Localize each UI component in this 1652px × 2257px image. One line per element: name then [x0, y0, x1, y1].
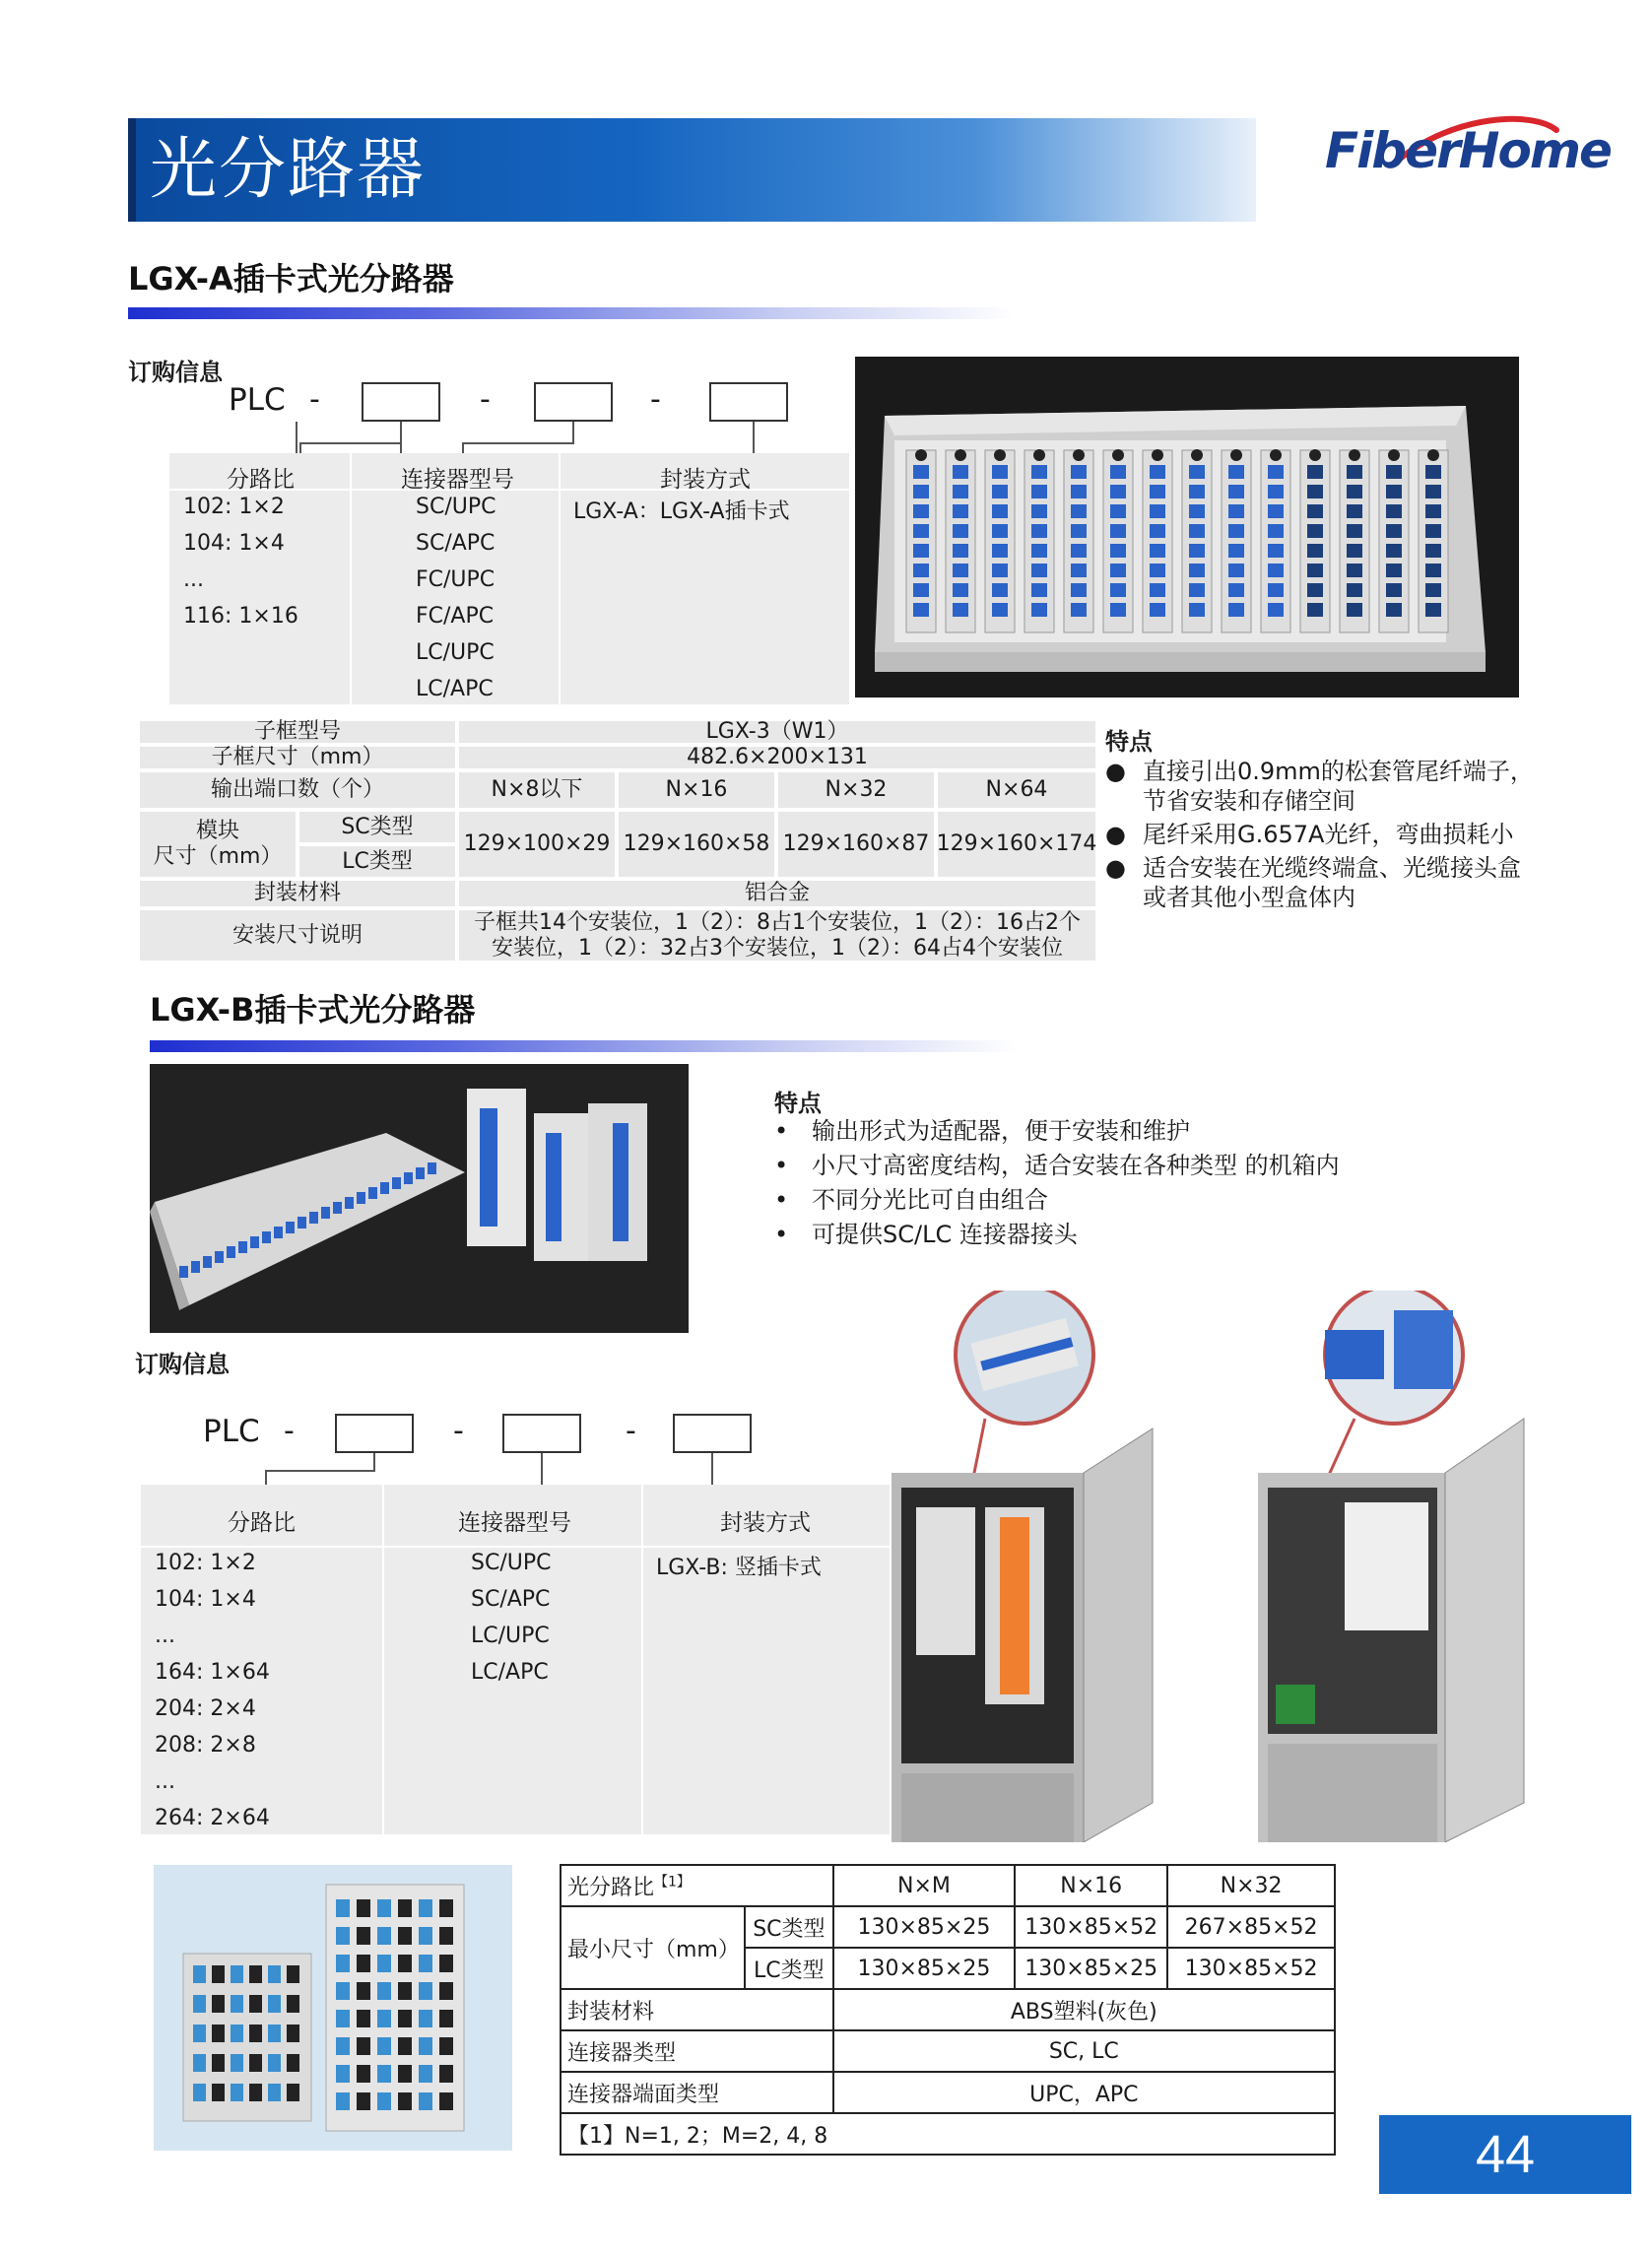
module-size: 129×100×29 — [459, 812, 615, 877]
feature-item: • 输出形式为适配器，便于安装和维护 — [774, 1117, 1190, 1145]
ratio-item: 116: 1×16 — [183, 604, 298, 629]
ratio-item: 104: 1×4 — [155, 1587, 256, 1612]
ratio-item: ... — [155, 1769, 175, 1794]
col-header-ratio: 分路比 — [228, 1510, 296, 1536]
col-header-ratio: 分路比 — [227, 467, 295, 493]
code-box-package — [709, 382, 788, 422]
feature-item: • 可提供SC/LC 连接器接头 — [774, 1221, 1078, 1248]
connector-item: LC/APC — [471, 1660, 549, 1685]
spec-sublabel: SC类型 — [299, 812, 455, 842]
spec-label: 安装尺寸说明 — [140, 910, 455, 961]
size-value: 130×85×25 — [833, 1948, 1016, 1989]
connector-item: FC/APC — [416, 604, 495, 629]
bracket-lines — [256, 1453, 768, 1489]
port-type: N×8以下 — [459, 772, 615, 808]
connector-item: LC/APC — [416, 677, 494, 701]
spec-sublabel: LC类型 — [745, 1948, 833, 1989]
spec-value: LGX-3（W1） — [459, 721, 1095, 743]
code-box-package — [673, 1414, 752, 1453]
ratio-type: N×M — [833, 1865, 1016, 1906]
col-header-connector: 连接器型号 — [458, 1510, 571, 1536]
spec-label: 连接器类型 — [561, 2030, 833, 2072]
package-item: LGX-B: 竖插卡式 — [656, 1556, 822, 1580]
connector-item: LC/UPC — [471, 1624, 550, 1648]
spec-value: SC, LC — [833, 2030, 1335, 2072]
ratio-item: 104: 1×4 — [183, 531, 285, 556]
code-box-connector — [502, 1414, 581, 1453]
spec-value: 铝合金 — [459, 881, 1095, 906]
section-a-plc: PLC — [229, 382, 286, 418]
col-header-package: 封装方式 — [660, 467, 751, 493]
ratio-item: 208: 2×8 — [155, 1733, 256, 1758]
code-box-connector — [534, 382, 613, 422]
ratio-item: 102: 1×2 — [155, 1551, 256, 1575]
spec-value: 482.6×200×131 — [459, 747, 1095, 768]
module-size: 129×160×174 — [938, 812, 1095, 877]
logo-text: FiberHome — [1325, 122, 1611, 179]
spec-value: ABS塑料(灰色) — [833, 1989, 1335, 2030]
dash: - — [284, 1414, 295, 1448]
section-b-features — [774, 1116, 1405, 1249]
ratio-type: N×32 — [1167, 1865, 1335, 1906]
section-b-order-table — [141, 1485, 890, 1834]
ratio-item: ... — [155, 1624, 175, 1648]
ratio-item: 164: 1×64 — [155, 1660, 270, 1685]
spec-label: 封装材料 — [140, 881, 455, 906]
connector-item: LC/UPC — [416, 640, 495, 665]
module-size: 129×160×87 — [778, 812, 934, 877]
section-a-order-table — [169, 453, 849, 704]
ratio-item: 264: 2×64 — [155, 1806, 270, 1830]
section-b-order-label: 订购信息 — [135, 1351, 230, 1378]
spec-label: 模块 尺寸（mm） — [140, 812, 296, 877]
dash: - — [480, 382, 491, 417]
size-value: 130×85×25 — [1015, 1948, 1167, 1989]
feature-item: ● 直接引出0.9mm的松套管尾纤端子，节省安装和存储空间 — [1105, 758, 1534, 815]
dash: - — [650, 382, 661, 417]
size-value: 130×85×25 — [833, 1906, 1016, 1948]
section-b-features-title: 特点 — [774, 1090, 822, 1117]
connector-item: FC/UPC — [416, 567, 496, 592]
ratio-item: ... — [183, 567, 204, 592]
size-value: 267×85×52 — [1167, 1906, 1335, 1948]
spec-label: 输出端口数（个） — [140, 772, 455, 808]
port-type: N×32 — [778, 772, 934, 808]
spec-value: 子框共14个安装位，1（2）：8占1个安装位，1（2）：16占2个安装位，1（2）：32占3个安装位，1（2）：64占4个安装位 — [459, 910, 1095, 961]
col-header-package: 封装方式 — [720, 1510, 811, 1536]
section-a-title: LGX-A插卡式光分路器 — [128, 260, 454, 298]
ratio-type: N×16 — [1015, 1865, 1167, 1906]
dash: - — [309, 382, 320, 417]
spec-label: 光分路比$^{【1】}$ — [561, 1865, 833, 1906]
spec-value: UPC，APC — [833, 2072, 1335, 2113]
section-b-plc: PLC — [203, 1414, 260, 1449]
lgx-a-rack-photo — [855, 357, 1519, 697]
connector-item: SC/APC — [471, 1587, 551, 1612]
feature-item: • 不同分光比可自由组合 — [774, 1186, 1048, 1214]
spec-label: 封装材料 — [561, 1989, 833, 2030]
section-a-spec-table — [140, 721, 1095, 961]
section-a-features — [1105, 757, 1539, 912]
feature-item: ● 适合安装在光缆终端盒、光缆接头盒或者其他小型盒体内 — [1105, 854, 1521, 911]
section-b-spec-table — [560, 1864, 1336, 2156]
ratio-item: 102: 1×2 — [183, 495, 285, 519]
spec-sublabel: SC类型 — [745, 1906, 833, 1948]
dash: - — [626, 1414, 636, 1448]
feature-item: • 小尺寸高密度结构，适合安装在各种类型 的机箱内 — [774, 1152, 1340, 1179]
code-box-ratio — [335, 1414, 414, 1453]
fiberhome-logo — [1325, 110, 1611, 199]
feature-item: ● 尾纤采用G.657A光纤，弯曲损耗小 — [1105, 821, 1514, 848]
cabinet-photo-2 — [1256, 1291, 1532, 1842]
module-size: 129×160×58 — [619, 812, 774, 877]
lgx-b-module-photo — [150, 1064, 689, 1333]
connector-item: SC/UPC — [416, 495, 496, 519]
lgx-b-splitter-photo — [154, 1865, 512, 2151]
section-a-bar — [128, 307, 1015, 319]
size-value: 130×85×52 — [1167, 1948, 1335, 1989]
connector-item: SC/UPC — [471, 1551, 552, 1575]
section-b-bar — [150, 1040, 1017, 1052]
package-item: LGX-A：LGX-A插卡式 — [573, 499, 790, 524]
section-a-features-title: 特点 — [1105, 728, 1153, 756]
section-a-order-label: 订购信息 — [128, 359, 223, 386]
code-box-ratio — [362, 382, 440, 422]
connector-item: SC/APC — [416, 531, 496, 556]
spec-label: 最小尺寸（mm） — [561, 1906, 745, 1989]
page-title: 光分路器 — [150, 131, 427, 209]
port-type: N×64 — [938, 772, 1095, 808]
spec-note: 【1】N=1, 2；M=2, 4, 8 — [561, 2113, 1335, 2155]
ratio-item: 204: 2×4 — [155, 1696, 256, 1721]
col-header-connector: 连接器型号 — [401, 467, 514, 493]
page-number: 44 — [1475, 2125, 1536, 2184]
spec-sublabel: LC类型 — [299, 846, 455, 877]
spec-label: 连接器端面类型 — [561, 2072, 833, 2113]
header-banner-edge — [128, 118, 136, 222]
spec-label: 子框型号 — [140, 721, 455, 743]
section-b-title: LGX-B插卡式光分路器 — [150, 991, 476, 1029]
cabinet-photo-1 — [887, 1291, 1162, 1842]
spec-label: 子框尺寸（mm） — [140, 747, 455, 768]
dash: - — [453, 1414, 464, 1448]
port-type: N×16 — [619, 772, 774, 808]
size-value: 130×85×52 — [1015, 1906, 1167, 1948]
